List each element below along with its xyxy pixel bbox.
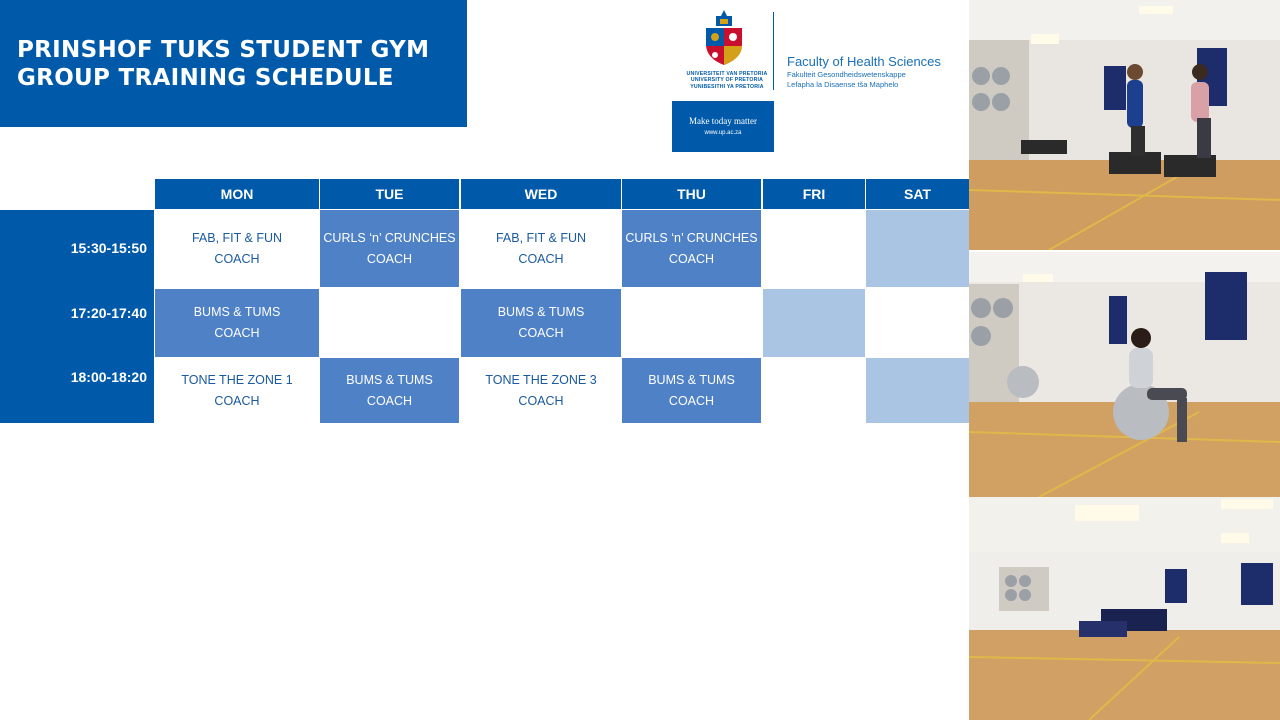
class-name: CURLS ‘n’ CRUNCHES xyxy=(323,230,456,245)
schedule-cell xyxy=(866,358,969,423)
schedule-cell xyxy=(622,210,761,287)
schedule-cell xyxy=(866,289,969,357)
coach-label: COACH xyxy=(214,251,260,266)
schedule-cell xyxy=(320,289,459,357)
coach-label: COACH xyxy=(214,393,260,408)
photo-empty-studio-image xyxy=(969,497,1280,720)
schedule-cell xyxy=(155,210,319,287)
time-slot-label: 18:00-18:20 xyxy=(70,369,147,385)
coach-label: COACH xyxy=(366,393,413,408)
coach-label: COACH xyxy=(214,326,260,340)
schedule-cell xyxy=(461,289,621,357)
schedule-cell xyxy=(763,210,865,287)
gym-photo-empty-studio xyxy=(969,497,1280,720)
coach-label: COACH xyxy=(518,251,564,266)
page-title-line2: GROUP TRAINING SCHEDULE xyxy=(17,65,394,91)
schedule-cell xyxy=(320,210,459,287)
faculty-name: Faculty of Health Sciences Fakulteit Gesondheidswetenskappe Lefapha la Disaense tša Maphelo xyxy=(787,54,941,89)
schedule-cell xyxy=(622,358,761,423)
class-name: FAB, FIT & FUN xyxy=(191,230,283,245)
photo-step-training-image xyxy=(969,0,1280,250)
schedule-cell xyxy=(866,210,969,287)
schedule-cell xyxy=(155,358,319,423)
tagline-box: Make today matter www.up.ac.za xyxy=(672,101,774,152)
class-name: BUMS & TUMS xyxy=(648,372,735,387)
day-header-sat: SAT xyxy=(866,179,969,209)
university-name: UNIVERSITEIT VAN PRETORIA UNIVERSITY OF PRETORIA YUNIBESITHI YA PRETORIA xyxy=(686,71,768,90)
logo-divider xyxy=(773,12,774,90)
day-header-thu: THU xyxy=(622,179,761,209)
class-name: FAB, FIT & FUN xyxy=(495,230,587,245)
schedule-cell xyxy=(155,289,319,357)
schedule-cell xyxy=(320,358,459,423)
day-header-fri: FRI xyxy=(763,179,865,209)
time-slot-label: 15:30-15:50 xyxy=(70,240,147,256)
schedule-cell xyxy=(461,210,621,287)
coach-label: COACH xyxy=(518,326,564,340)
gym-photo-step-training xyxy=(969,0,1280,250)
day-header-wed: WED xyxy=(461,179,621,209)
schedule-cell xyxy=(622,289,761,357)
class-name: TONE THE ZONE 1 xyxy=(181,372,293,387)
class-name: CURLS ‘n’ CRUNCHES xyxy=(625,230,758,245)
class-name: BUMS & TUMS xyxy=(193,305,281,319)
class-name: BUMS & TUMS xyxy=(346,372,433,387)
coach-label: COACH xyxy=(668,251,715,266)
coach-label: COACH xyxy=(366,251,413,266)
time-slot-label: 17:20-17:40 xyxy=(70,305,147,321)
day-header-mon: MON xyxy=(155,179,319,209)
class-name: BUMS & TUMS xyxy=(497,305,585,319)
class-name: TONE THE ZONE 3 xyxy=(485,372,597,387)
schedule-cell xyxy=(763,289,865,357)
page-title-line1: PRINSHOF TUKS STUDENT GYM xyxy=(17,37,430,63)
title-banner xyxy=(0,0,467,127)
university-logo xyxy=(672,8,964,153)
schedule-cell xyxy=(763,358,865,423)
schedule-cell xyxy=(461,358,621,423)
day-header-tue: TUE xyxy=(320,179,459,209)
coach-label: COACH xyxy=(668,393,715,408)
coach-label: COACH xyxy=(518,393,564,408)
gym-photo-exercise-ball xyxy=(969,252,1280,497)
photo-exercise-ball-image xyxy=(969,252,1280,497)
crest-icon xyxy=(702,10,746,66)
